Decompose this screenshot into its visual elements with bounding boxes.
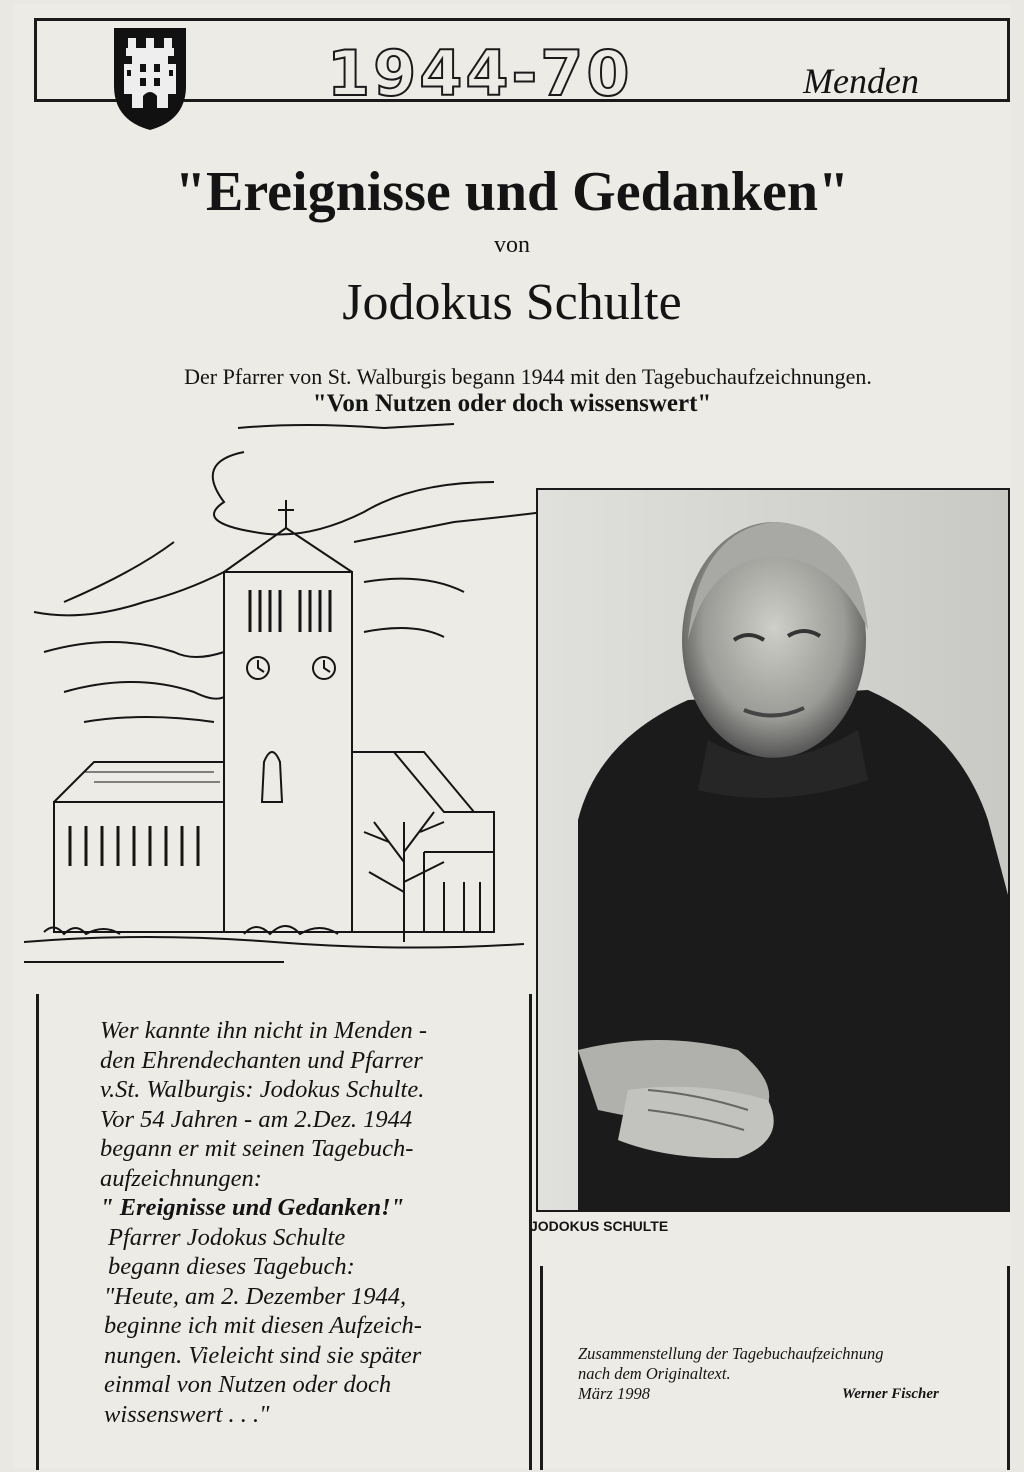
- box-line: beginne ich mit diesen Aufzeich-: [104, 1312, 422, 1339]
- document-page: [14, 4, 1010, 1468]
- compilation-date: März 1998: [578, 1384, 650, 1403]
- intro-text: Der Pfarrer von St. Walburgis begann 1944 mit den Tagebuchaufzeichnungen.: [184, 364, 872, 389]
- box-line: wissenswert . . .": [104, 1400, 270, 1428]
- box-line: v.St. Walburgis: Jodokus Schulte.: [100, 1076, 425, 1103]
- box-line: den Ehrendechanten und Pfarrer: [100, 1046, 423, 1074]
- subtitle-quote: "Von Nutzen oder doch wissenswert": [312, 390, 712, 417]
- box-line: aufzeichnungen:: [100, 1164, 262, 1192]
- box-line: Wer kannte ihn nicht in Menden -: [100, 1017, 428, 1044]
- box-line: Vor 54 Jahren - am 2.Dez. 1944: [100, 1105, 413, 1133]
- box-line: "Heute, am 2. Dezember 1944,: [104, 1282, 407, 1310]
- compilation-line: nach dem Originaltext.: [578, 1364, 731, 1383]
- year-range: 1944-70: [327, 37, 633, 110]
- box-line: nungen. Vieleicht sind sie später: [104, 1341, 422, 1369]
- intro-box-text: [100, 1016, 500, 1429]
- church-tower-sketch-icon: [24, 422, 544, 982]
- box-line: begann dieses Tagebuch:: [108, 1253, 355, 1280]
- author-name: Jodokus Schulte: [342, 274, 682, 331]
- box-line-bold: " Ereignisse und Gedanken!": [100, 1194, 405, 1221]
- box-line: begann er mit seinen Tagebuch-: [100, 1135, 414, 1162]
- page-title: "Ereignisse und Gedanken": [174, 161, 850, 223]
- signer-name: Werner Fischer: [842, 1386, 939, 1402]
- city-name: Menden: [803, 61, 919, 101]
- tower-coat-of-arms-icon: [110, 24, 190, 132]
- byline: von: [494, 232, 530, 258]
- portrait-photo-icon: [536, 488, 1010, 1212]
- compilation-line: Zusammenstellung der Tagebuchaufzeichnung: [578, 1344, 884, 1363]
- box-line: Pfarrer Jodokus Schulte: [108, 1223, 346, 1251]
- photo-caption: JODOKUS SCHULTE: [530, 1218, 669, 1234]
- box-line: einmal von Nutzen oder doch: [104, 1371, 392, 1398]
